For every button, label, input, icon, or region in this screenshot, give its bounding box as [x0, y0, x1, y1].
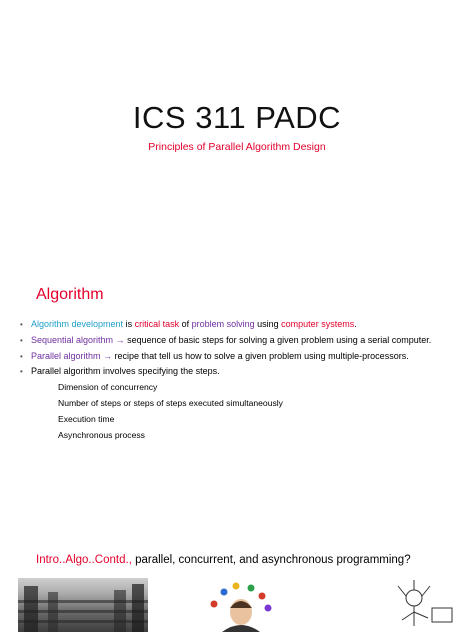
bullet-text: is: [123, 319, 135, 329]
bullet-item: [20, 349, 460, 365]
intro-slide: [0, 548, 474, 632]
bullet-item: [20, 364, 460, 380]
bullet-dot-icon: •: [20, 335, 23, 345]
intro-prefix: Intro..Algo..Contd.,: [36, 554, 132, 566]
bullet-text: sequence of basic steps for solving a given problem using a serial computer.: [127, 334, 432, 345]
sub-item: Asynchronous process: [58, 429, 145, 440]
bullet-list: [20, 317, 460, 443]
algorithm-slide: [0, 268, 474, 498]
intro-rest: parallel, concurrent, and asynchronous programming?: [131, 554, 411, 566]
bullet-text: using: [254, 319, 282, 329]
algorithm-heading: Algorithm: [36, 286, 104, 303]
title-slide: [0, 0, 474, 265]
cartoon-sketch: [384, 578, 464, 632]
bullet-dot-icon: •: [20, 320, 23, 329]
bullet-text: .: [354, 319, 357, 329]
intro-heading: [36, 554, 411, 566]
slide-title: ICS 311 PADC: [132, 100, 342, 135]
juggler-image: [196, 578, 286, 632]
bullet-text: recipe that tell us how to solve a given problem using multiple-processors.: [114, 350, 409, 361]
bullet-text: Algorithm development: [31, 319, 124, 329]
bullet-text: problem solving: [191, 319, 255, 329]
computer-hall-photo: [18, 578, 148, 632]
sub-item: Number of steps or steps of steps executed simultaneously: [58, 397, 283, 408]
bullet-text: computer systems: [281, 319, 355, 329]
arrow-right-icon: →: [100, 350, 115, 361]
bullet-item: [20, 317, 460, 333]
slide-subtitle: Principles of Parallel Algorithm Design: [148, 141, 326, 153]
bullet-item: [20, 333, 460, 349]
sub-item: Dimension of concurrency: [58, 382, 158, 393]
bullet-text: of: [179, 319, 192, 329]
bullet-text: critical task: [134, 319, 180, 329]
bullet-dot-icon: •: [20, 351, 23, 361]
bullet-text: Parallel algorithm: [31, 350, 101, 361]
arrow-right-icon: →: [113, 334, 128, 345]
bullet-dot-icon: •: [20, 367, 23, 377]
bullet-text: Sequential algorithm: [31, 334, 114, 345]
bullet-text: Parallel algorithm involves specifying the steps.: [31, 366, 220, 377]
sub-item: Execution time: [58, 413, 115, 424]
